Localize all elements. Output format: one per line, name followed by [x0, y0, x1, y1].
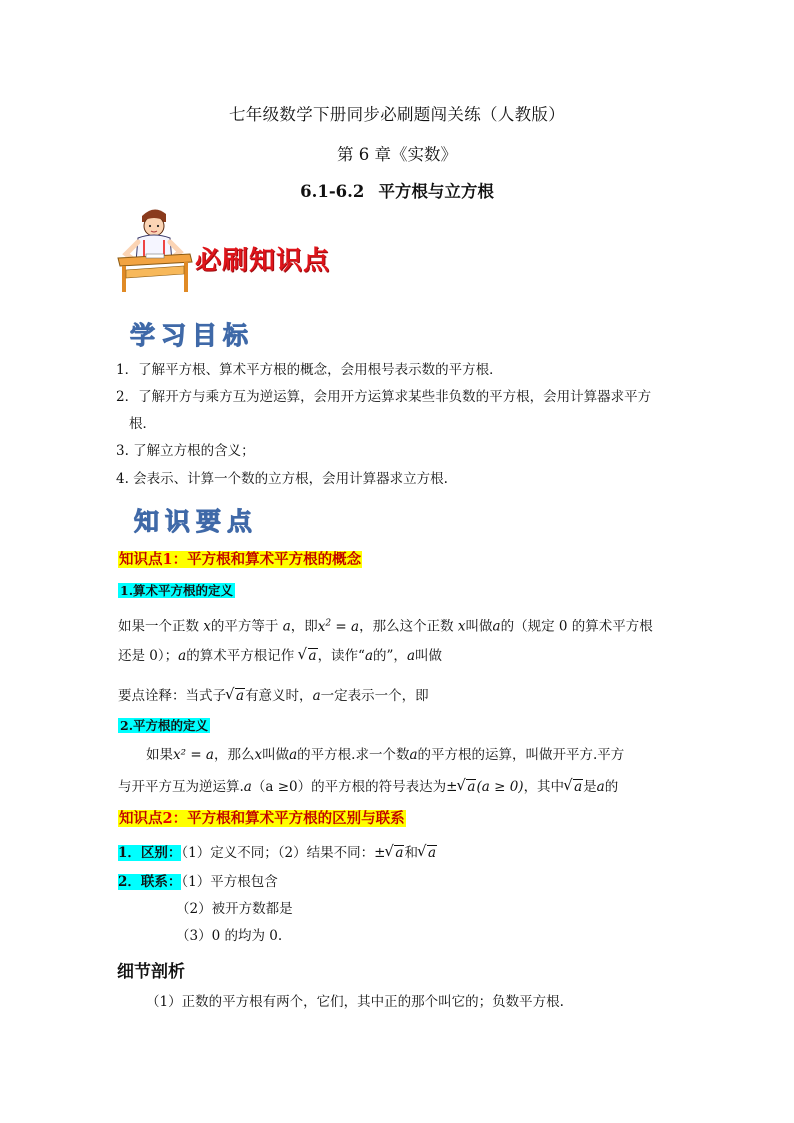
sqrt-a [418, 843, 437, 863]
difference-label: 1．区别： [118, 845, 182, 861]
text-seg: 的算术平方根记作 [186, 648, 295, 664]
learning-goals-heading: 学习目标 [130, 321, 255, 350]
var-a: a [178, 648, 187, 664]
text-seg: 有意义时， [245, 688, 313, 704]
var-a: a [492, 618, 501, 635]
radicand-a: a [308, 648, 317, 664]
square-root-definition-line-2 [118, 777, 618, 797]
kp2-title: 平方根和算术平方根的区别与联系 [187, 810, 405, 827]
sqrt-a [564, 777, 583, 797]
var-a: a [406, 648, 415, 664]
plus-minus-symbol: ± [446, 779, 458, 795]
equation-x2-a [318, 619, 359, 635]
detail-analysis-heading: 细节剖析 [117, 962, 185, 982]
var-a: a [243, 779, 252, 795]
var-a: a [596, 779, 605, 795]
document-title: 七年级数学下册同步必刷题闯关练（人教版） [229, 105, 565, 124]
goal-item-4: 4. 会表示、计算一个数的立方根，会用计算器求立方根. [116, 471, 448, 487]
text-seg: （1）定义不同；（2）结果不同： [181, 845, 375, 861]
student-desk-icon [116, 204, 194, 294]
goal-item-3: 3. 了解立方根的含义； [116, 443, 255, 459]
knowledge-point-1-heading [118, 549, 362, 570]
eq-x: x [317, 618, 326, 635]
text-seg: 的”， [373, 648, 407, 664]
arithmetic-root-definition-line-2 [118, 646, 442, 666]
var-a: a [282, 618, 291, 635]
knowledge-point-2-heading [118, 808, 406, 829]
sqrt-a [385, 843, 404, 863]
var-x: x [254, 747, 263, 763]
var-a: a [289, 747, 298, 763]
kp1-title: 平方根和算术平方根的概念 [187, 551, 362, 568]
subheading-arithmetic-root [118, 580, 235, 600]
relation-line-3: （3）0 的均为 0. [176, 928, 283, 944]
kp2-label: 知识点 [119, 810, 163, 827]
sqrt-a [457, 777, 476, 797]
var-a: a [312, 688, 321, 704]
text-seg: 如果 [146, 747, 173, 763]
detail-analysis-line-1: （1）正数的平方根有两个，它们，其中正的那个叫它的；负数平方根. [146, 994, 564, 1010]
relation-line-1 [118, 872, 278, 892]
text-seg: 与开平方互为逆运算. [118, 779, 244, 795]
radicand-a: a [427, 845, 437, 861]
eq-rest: = a [331, 618, 360, 635]
text-seg: ，那么这个正数 [359, 618, 454, 635]
text-seg: ，即 [290, 618, 318, 635]
text-seg: 的 [604, 779, 619, 795]
text-seg: ，那么 [213, 747, 255, 763]
equation-x2-a: x² = a [173, 747, 214, 763]
var-x: x [203, 618, 211, 635]
eq-exponent: 2 [325, 618, 332, 628]
sqrt-a [226, 686, 245, 706]
text-seg: 的平方等于 [210, 618, 279, 635]
text-seg: ，读作“ [317, 648, 365, 664]
banner-title: 必刷知识点 [195, 246, 331, 276]
goal-item-2-cont: 根． [129, 416, 156, 432]
var-a: a [364, 648, 374, 664]
radicand-a: a [467, 779, 476, 795]
radicand-a: a [395, 845, 404, 861]
kp1-label: 知识点 [119, 551, 163, 568]
section-name: 平方根与立方根 [378, 182, 494, 201]
text-seg: 叫做 [415, 648, 442, 664]
kp1-number: 1： [162, 551, 188, 568]
square-root-definition-line-1 [146, 745, 624, 765]
section-title [0, 178, 794, 202]
relation-line-2: （2）被开方数都是 [176, 901, 293, 917]
text-seg: 叫做 [262, 747, 290, 763]
subheading-arithmetic-root-text: 1.算术平方根的定义 [120, 583, 234, 598]
plus-minus-symbol: ± [374, 845, 386, 861]
goal-item-1: 1．了解平方根、算术平方根的概念，会用根号表示数的平方根． [116, 362, 503, 378]
text-seg: 要点诠释：当式子 [118, 688, 226, 704]
text-seg: 叫做 [465, 618, 493, 635]
condition-a-nonneg: (a ≥ 0) [476, 779, 524, 795]
text-seg: ，其中 [523, 779, 565, 795]
text-seg: 的（规定 0 的算术平方根 [500, 618, 653, 635]
relation-label: 2．联系： [118, 874, 182, 890]
var-a: a [409, 747, 418, 763]
kp2-number: 2： [162, 810, 188, 827]
text-seg: 如果一个正数 [118, 618, 199, 635]
text-seg: 的平方根.求一个数 [297, 747, 410, 763]
subheading-square-root [118, 715, 210, 735]
chapter-title: 第 6 章《实数》 [337, 145, 457, 164]
sqrt-a [299, 646, 318, 666]
text-seg: 的平方根的运算，叫做开平方.平方 [417, 747, 625, 763]
goal-item-2: 2．了解开方与乘方互为逆运算，会用开方运算求某些非负数的平方根，会用计算器求平方 [116, 389, 652, 405]
difference-line [118, 843, 437, 863]
text-seg: 和 [404, 845, 418, 861]
text-seg: 还是 0）； [118, 648, 179, 664]
knowledge-banner [116, 204, 356, 294]
key-point-note [118, 686, 429, 706]
text-seg: 一定表示一个，即 [320, 688, 429, 704]
subheading-square-root-text: 2.平方根的定义 [120, 718, 209, 733]
radicand-a: a [574, 779, 583, 795]
text-seg: 是 [583, 779, 597, 795]
var-x: x [457, 618, 466, 635]
arithmetic-root-definition-line-1 [118, 613, 653, 637]
text-seg: （1）平方根包含 [181, 874, 278, 890]
knowledge-heading: 知识要点 [134, 507, 259, 536]
radicand-a: a [236, 688, 245, 704]
text-seg: （a ≥0）的平方根的符号表达为 [251, 779, 447, 795]
section-number: 6.1-6.2 [300, 182, 365, 201]
